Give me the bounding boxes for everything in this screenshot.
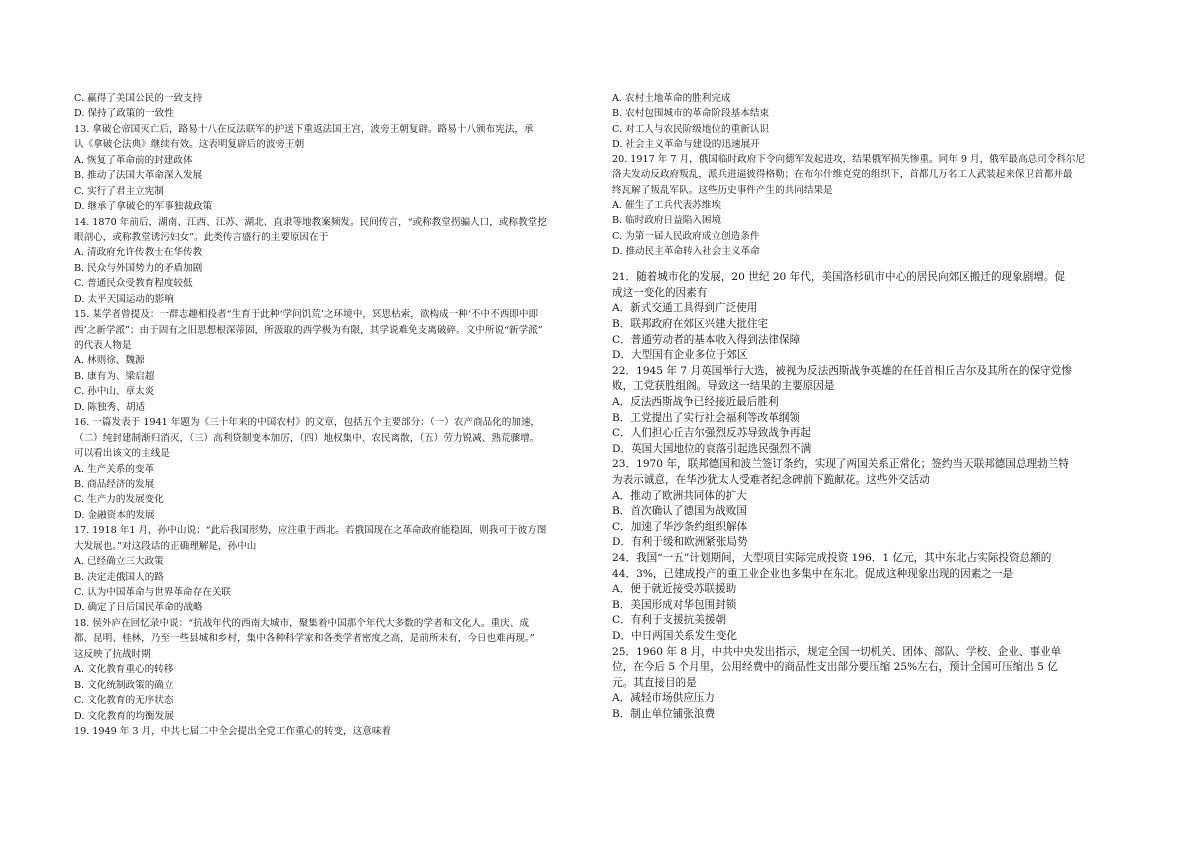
text-line: A. 恢复了革命前的封建政体	[74, 154, 193, 166]
text-line: C. 生产力的发展变化	[74, 494, 164, 506]
text-line: B. 商品经济的发展	[74, 478, 155, 490]
text-line: D. 金融资本的发展	[74, 509, 155, 521]
text-line: 20. 1917 年 7 月，俄国临时政府下令向德军发起进攻，结果俄军损失惨重。同年 9 月，俄军最高总司令科尔尼	[612, 154, 1086, 166]
text-line: C. 认为中国革命与世界革命存在关联	[74, 587, 232, 598]
text-line: 大发展也。”对这段话的正确理解是，孙中山	[74, 540, 257, 552]
text-line: 眼剖心，或称教堂诱污妇女”。此类传言盛行的主要原因在于	[74, 231, 329, 243]
text-line: B. 临时政府日益陷入困境	[612, 215, 722, 227]
text-line: D. 保持了政策的一致性	[74, 108, 174, 120]
text-line: A．减轻市场供应压力	[612, 692, 715, 705]
text-line: 元。其直接目的是	[612, 676, 697, 689]
text-line: D. 确定了日后国民革命的战略	[74, 602, 203, 614]
text-line: A．推动了欧洲共同体的扩大	[612, 489, 747, 502]
text-line: C. 文化教育的无序状态	[74, 695, 174, 707]
text-line: D．有利于缓和欧洲紧张局势	[612, 536, 748, 549]
right-column	[612, 91, 1117, 722]
text-line: C. 孙中山、章太炎	[74, 386, 155, 398]
right-column-bottom	[612, 270, 1117, 722]
text-line: A．便于就近接受苏联援助	[612, 583, 737, 596]
text-line: 都、昆明、桂林，乃至一些县城和乡村，集中各种科学家和各类学者密度之高，是前所未有，今日也难再现。”	[74, 633, 535, 645]
text-line: 22．1945 年 7 月英国举行大选，被视为反法西斯战争英雄的在任首相丘吉尔及其所在的保守党惨	[612, 364, 1072, 377]
text-line: D. 继承了拿破仑的军事独裁政策	[74, 201, 213, 213]
text-line: C. 普通民众受教育程度较低	[74, 278, 193, 290]
text-line: C. 实行了君主立宪制	[74, 185, 164, 197]
text-line: C．有利于支援抗美援朝	[612, 614, 727, 627]
text-line: B. 文化统制政策的确立	[74, 679, 174, 691]
text-line: 败，工党获胜组阁。导致这一结果的主要原因是	[612, 380, 835, 393]
text-line: 25．1960 年 8 月，中共中央发出指示，规定全国一切机关、团体、部队、学校、企业、事业单	[612, 645, 1062, 658]
text-line: A. 催生了工兵代表苏维埃	[612, 200, 721, 212]
text-line: B. 农村包围城市的革命阶段基本结束	[612, 108, 770, 120]
text-line: B. 民众与外国势力的矛盾加剧	[74, 262, 203, 274]
text-line: D．中日两国关系发生变化	[612, 629, 738, 642]
text-line: B. 康有为、梁启超	[74, 370, 155, 382]
text-line: D. 太平天国运动的影响	[74, 293, 174, 305]
text-line: A．新式交通工具得到广泛使用	[612, 302, 758, 315]
text-line: A. 清政府允许传教士在华传教	[74, 247, 203, 259]
text-line: A. 文化教育重心的转移	[74, 664, 174, 676]
text-line: D．英国大国地位的衰落引起选民强烈不满	[612, 442, 812, 455]
text-line: A. 生产关系的变革	[74, 463, 155, 475]
text-line: 16. 一篇发表于 1941 年题为《三十年来的中国农村》的文章，包括五个主要部分：（一）农产商品化的加速，	[74, 417, 541, 429]
text-line: 这反映了抗战时期	[74, 648, 151, 660]
text-line: 位，在今后 5 个月里，公用经费中的商品性支出部分要压缩 25%左右，预计全国可压缩出 5 亿	[612, 661, 1058, 674]
text-line: 17. 1918 年1 月，孙中山说：“此后我国形势，应注重于西北。若俄国现在之革命政府能稳固，则我可于彼方图	[74, 525, 547, 537]
text-line: B．美国形成对华包围封锁	[612, 598, 737, 611]
text-line: B. 推动了法国大革命深入发展	[74, 170, 203, 182]
text-line: 21．随着城市化的发展，20 世纪 20 年代，美国洛杉矶市中心的居民向郊区搬迁的现象剧增。促	[612, 271, 1066, 284]
text-line: 18. 侯外庐在回忆录中说：“抗战年代的西南大城市，聚集着中国那个年代大多数的学者和文化人。重庆、成	[74, 617, 529, 629]
text-line: B. 决定走俄国人的路	[74, 571, 164, 583]
text-line: （二）纯封建制渐归消灭，（三）高利贷制变本加厉，（四）地权集中、农民离散，（五）劳力锐减、熟荒骤增。	[74, 432, 540, 444]
text-line: B．制止单位铺张浪费	[612, 707, 716, 720]
text-line: 14. 1870 年前后，湖南、江西、江苏、湖北、直隶等地教案频发。民间传言，“或称教堂拐骗人口，或称教堂挖	[74, 216, 547, 228]
text-line: 19. 1949 年 3 月，中共七届二中全会提出全党工作重心的转变，这意味着	[74, 725, 392, 737]
text-line: A. 农村土地革命的胜利完成	[612, 93, 731, 104]
text-line: 可以看出该文的主线是	[74, 448, 170, 460]
text-line: D．大型国有企业多位于郊区	[612, 349, 748, 362]
text-line: C. 对工人与农民阶级地位的重新认识	[612, 123, 770, 135]
text-line: 15. 某学者曾提及：一群志趣相投者“生育于此种‘学问饥荒’之环境中，冥思枯索，欲构成一种‘不中不西即中即	[74, 309, 539, 321]
text-line: B．工党提出了实行社会福利等改革纲领	[612, 411, 800, 424]
text-line: 洛夫发动反政府叛乱，派兵进逼彼得格勒；在布尔什维克党的组织下，首都几万名工人武装起来保卫首都并最	[612, 169, 1073, 181]
text-line: D. 陈独秀、胡适	[74, 401, 146, 413]
right-column-top	[612, 91, 1117, 259]
text-line: 24．我国“一五”计划期间，大型项目实际完成投资 196．1 亿元，其中东北占实际投资总额的	[612, 551, 1052, 564]
text-line: 13. 拿破仑帝国灭亡后，路易十八在反法联军的护送下重返法国王宫，波旁王朝复辟。路易十八颁布宪法，承	[74, 123, 534, 135]
text-line: A. 林则徐、魏源	[74, 355, 145, 367]
text-line: C．人们担心丘吉尔强烈反苏导致战争再起	[612, 427, 811, 440]
text-line: C. 赢得了美国公民的一致支持	[74, 93, 203, 104]
text-line: 成这一变化的因素有	[612, 286, 708, 299]
text-line: C. 为第一届人民政府成立创造条件	[612, 230, 760, 242]
text-line: 为表示诚意，在华沙犹太人受难者纪念碑前下跪献花。这些外交活动	[612, 473, 930, 486]
text-line: 终瓦解了叛乱军队。这些历史事件产生的共同结果是	[612, 184, 833, 196]
text-line: 23．1970 年，联邦德国和波兰签订条约，实现了两国关系正常化；签约当天联邦德国总理勃兰特	[612, 458, 1069, 471]
text-line: 44．3%，已建成投产的重工业企业也多集中在东北。促成这种现象出现的因素之一是	[612, 567, 1014, 580]
text-line: C．普通劳动者的基本收入得到法律保障	[612, 333, 801, 346]
text-line: C．加速了华沙条约组织解体	[612, 520, 748, 533]
text-line: 认《拿破仑法典》继续有效。这表明复辟后的波旁王朝	[74, 139, 305, 151]
text-line: D. 推动民主革命转入社会主义革命	[612, 245, 760, 257]
left-column	[74, 91, 594, 739]
text-line: D. 文化教育的均衡发展	[74, 710, 174, 722]
text-line: D. 社会主义革命与建设的迅速展开	[612, 138, 760, 150]
text-line: B．首次确认了德国为战败国	[612, 505, 747, 518]
text-line: 西’之新学派”；由于固有之旧思想根深蒂固，所汲取的西学极为有限，其学说难免支离破碎。文中所说“新学派”	[74, 324, 543, 336]
text-line: B．联邦政府在郊区兴建大批住宅	[612, 318, 769, 331]
text-line: 的代表人物是	[74, 340, 132, 351]
text-line: A．反法西斯战争已经接近最后胜利	[612, 396, 779, 409]
text-line: A. 已经确立三大政策	[74, 556, 164, 568]
